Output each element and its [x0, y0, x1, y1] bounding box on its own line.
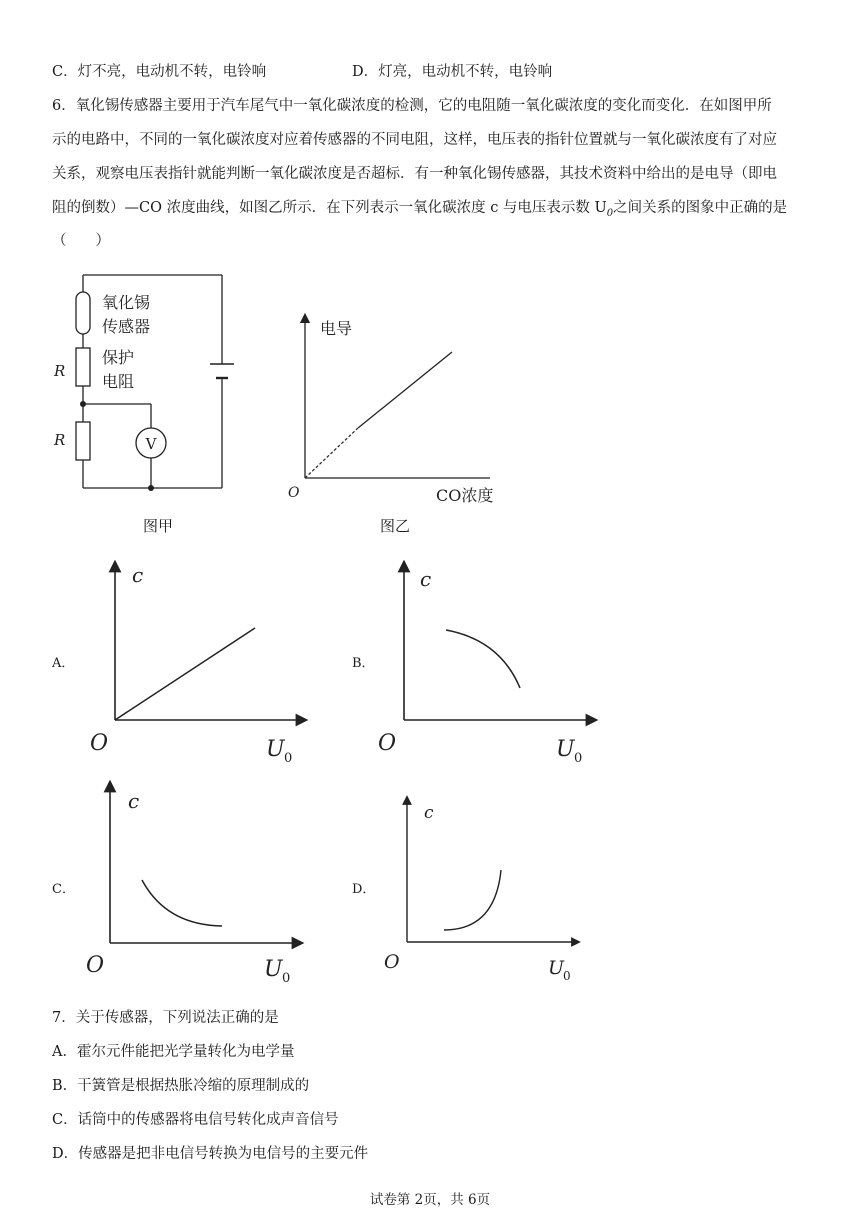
option-c-origin: O — [86, 953, 105, 978]
option-d-curve — [444, 870, 501, 930]
protect-resistor — [76, 348, 90, 386]
caption-yi: 图乙 — [380, 517, 411, 535]
q7-option-b: B．干簧管是根据热胀冷缩的原理制成的 — [52, 1078, 310, 1094]
option-d-origin: O — [384, 951, 400, 973]
q6-stem-line-2: 示的电路中，不同的一氧化碳浓度对应着传感器的不同电阻，这样，电压表的指针位置就与一氧化碳浓度有了对应 — [52, 132, 777, 148]
option-a-label: A． — [52, 656, 75, 671]
yi-y-label: 电导 — [320, 319, 353, 338]
option-c-x-sub: 0 — [282, 971, 291, 986]
q7-option-d: D．传感器是把非电信号转换为电信号的主要元件 — [52, 1146, 369, 1162]
q6-stem-line-1: 6．氧化锡传感器主要用于汽车尾气中一氧化碳浓度的检测，它的电阻随一氧化碳浓度的变化而变化．在如图甲所 — [52, 98, 772, 114]
option-b-label: B． — [352, 656, 375, 671]
q6-stem-line-4-tail: 之间关系的图象中正确的是 — [613, 200, 788, 216]
circuit-diagram — [40, 260, 240, 510]
protect-label-1: 保护 — [102, 348, 135, 367]
option-d-label: D． — [352, 882, 376, 897]
option-c-y-label: c — [128, 789, 140, 813]
option-b-y-label: c — [420, 567, 432, 591]
q7-stem: 7．关于传感器，下列说法正确的是 — [52, 1010, 279, 1026]
option-b-x-label: U — [556, 737, 575, 762]
option-c-graph — [80, 780, 320, 990]
option-d-y-label: c — [424, 803, 434, 823]
option-b-curve — [446, 630, 520, 688]
q6-answer-bracket: （ ） — [52, 233, 110, 249]
option-d-x-label: U — [548, 957, 565, 979]
conductance-graph — [280, 310, 510, 510]
junction-dot-left — [80, 401, 86, 407]
option-c-curve — [142, 880, 222, 926]
voltmeter-label: V — [145, 435, 157, 453]
resistor-r — [76, 422, 90, 460]
sensor-label-1: 氧化锡 — [102, 293, 151, 312]
q6-stem-line-4 — [52, 196, 787, 219]
r-label-top: R — [54, 362, 66, 380]
option-b-x-sub: 0 — [574, 751, 583, 766]
option-a-graph — [80, 560, 320, 770]
option-d-x-sub: 0 — [563, 969, 571, 983]
yi-solid-line — [358, 352, 452, 428]
option-a-y-label: c — [132, 563, 144, 587]
option-a-curve — [115, 628, 255, 720]
option-c-x-label: U — [264, 957, 283, 982]
option-d-graph — [370, 790, 610, 990]
sensor-label-2: 传感器 — [102, 317, 151, 336]
option-a-x-label: U — [266, 737, 285, 762]
yi-x-label: CO浓度 — [436, 486, 494, 505]
q7-option-a: A．霍尔元件能把光学量转化为电学量 — [52, 1044, 295, 1060]
option-b-origin: O — [378, 731, 397, 756]
caption-jia: 图甲 — [143, 517, 174, 535]
option-b-graph — [370, 560, 610, 770]
option-a-origin: O — [90, 731, 109, 756]
q5-option-d: D．灯亮，电动机不转，电铃响 — [352, 64, 553, 80]
sensor-symbol — [76, 292, 90, 334]
q7-option-c: C．话筒中的传感器将电信号转化成声音信号 — [52, 1112, 339, 1128]
option-c-label: C． — [52, 882, 75, 897]
yi-dashed-segment — [305, 428, 358, 478]
q6-stem-line-4-head: 阻的倒数）—CO 浓度曲线，如图乙所示．在下列表示一氧化碳浓度 c 与电压表示数 U — [52, 200, 607, 216]
page-footer: 试卷第 2页，共 6页 — [369, 1192, 491, 1208]
yi-origin: O — [288, 485, 300, 501]
option-a-x-sub: 0 — [284, 751, 293, 766]
protect-label-2: 电阻 — [102, 372, 135, 391]
r-label-bottom: R — [54, 431, 66, 449]
junction-dot-bottom — [148, 485, 154, 491]
q6-stem-line-3: 关系，观察电压表指针就能判断一氧化碳浓度是否超标．有一种氧化锡传感器，其技术资料中给出的是电导（即电 — [52, 166, 777, 182]
q6-stem-line-4-sub: 0 — [606, 207, 614, 219]
q5-option-c: C．灯不亮，电动机不转，电铃响 — [52, 64, 267, 80]
